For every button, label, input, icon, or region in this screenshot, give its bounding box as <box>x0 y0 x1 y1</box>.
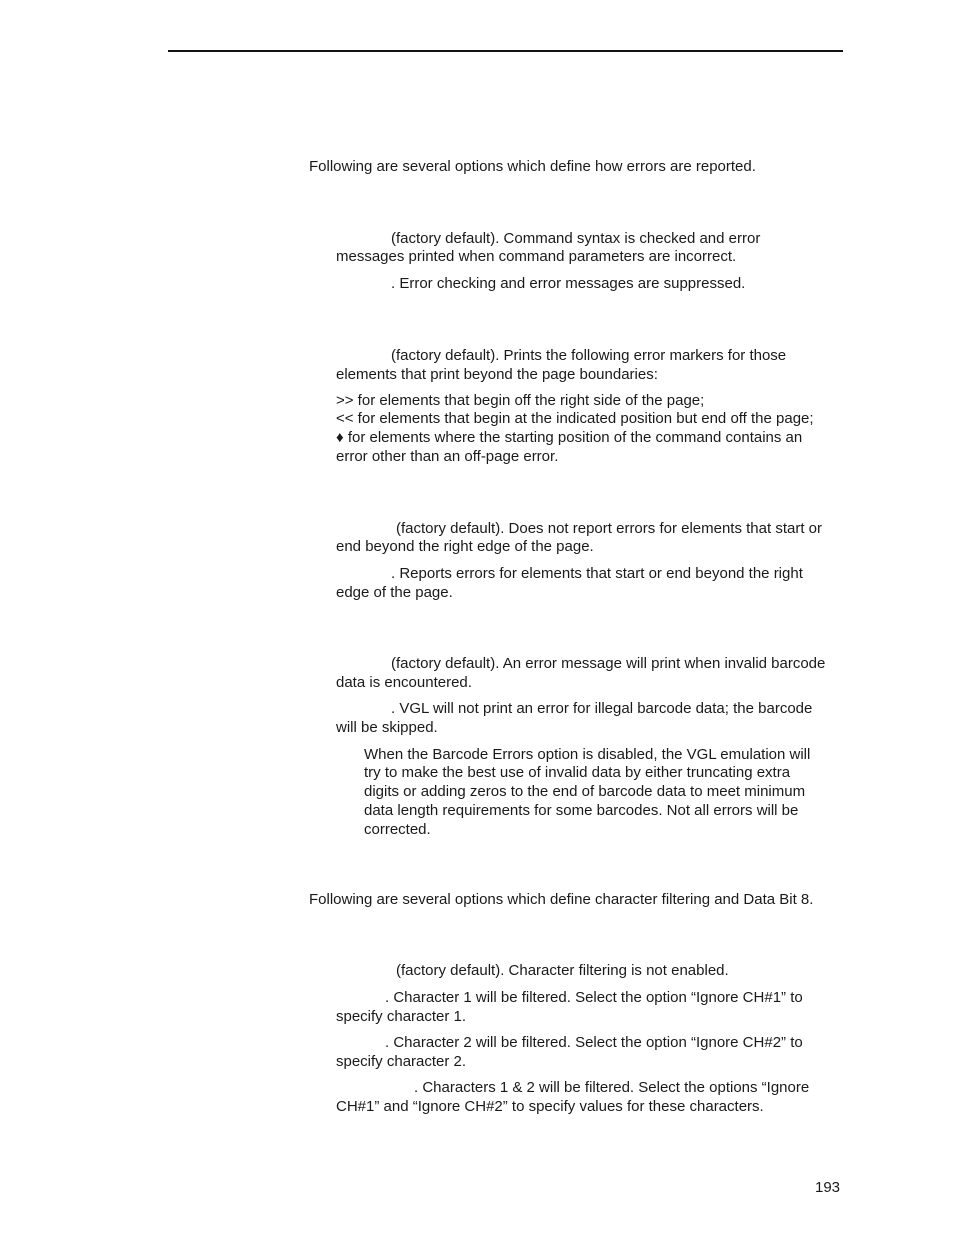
right-edge-disable-line2: end beyond the right edge of the page. <box>336 538 594 555</box>
character-filtering-intro: Following are several options which define character filtering and Data Bit 8. <box>309 891 814 908</box>
barcode-note-line3: digits or adding zeros to the end of barcode data to meet minimum <box>364 783 806 800</box>
command-errors-disable: . Error checking and error messages are suppressed. <box>391 275 746 292</box>
right-edge-enable-line2: edge of the page. <box>336 584 453 601</box>
filter-disable: (factory default). Character filtering is not enabled. <box>396 962 729 979</box>
filter-char1-line1: . Character 1 will be filtered. Select the option “Ignore CH#1” to <box>385 989 803 1006</box>
barcode-errors-disable-line2: will be skipped. <box>336 719 438 736</box>
filter-char2-line1: . Character 2 will be filtered. Select the option “Ignore CH#2” to <box>385 1034 803 1051</box>
filter-char1-line2: specify character 1. <box>336 1008 467 1025</box>
right-edge-enable-line1: . Reports errors for elements that start or end beyond the right <box>391 565 803 582</box>
page-number: 193 <box>815 1179 841 1196</box>
barcode-errors-disable-line1: . VGL will not print an error for illegal barcode data; the barcode <box>391 700 813 717</box>
barcode-note-line4: data length requirements for some barcodes. Not all errors will be <box>364 802 799 819</box>
right-edge-disable-line1: (factory default). Does not report errors for elements that start or <box>396 520 823 537</box>
barcode-note-line1: When the Barcode Errors option is disabled, the VGL emulation will <box>364 746 811 763</box>
error-marker-diamond-line1: ♦ for elements where the starting position of the command contains an <box>336 429 803 446</box>
barcode-errors-enable-line1: (factory default). An error message will print when invalid barcode <box>391 655 826 672</box>
error-marker-right: >> for elements that begin off the right side of the page; <box>336 392 705 409</box>
error-marker-diamond-line2: error other than an off-page error. <box>336 448 559 465</box>
error-marker-left: << for elements that begin at the indicated position but end off the page; <box>336 410 814 427</box>
error-markers-enable-line1: (factory default). Prints the following error markers for those <box>391 347 787 364</box>
error-reporting-intro: Following are several options which define how errors are reported. <box>309 158 756 175</box>
barcode-note-line5: corrected. <box>364 821 431 838</box>
error-markers-enable-line2: elements that print beyond the page boundaries: <box>336 366 658 383</box>
command-errors-enable-line2: messages printed when command parameters are incorrect. <box>336 248 737 265</box>
filter-both-line1: . Characters 1 & 2 will be filtered. Select the options “Ignore <box>414 1079 810 1096</box>
header-rule <box>168 50 843 52</box>
command-errors-enable-line1: (factory default). Command syntax is checked and error <box>391 230 761 247</box>
filter-both-line2: CH#1” and “Ignore CH#2” to specify values for these characters. <box>336 1098 764 1115</box>
barcode-note-line2: try to make the best use of invalid data by either truncating extra <box>364 764 791 781</box>
filter-char2-line2: specify character 2. <box>336 1053 467 1070</box>
barcode-errors-enable-line2: data is encountered. <box>336 674 472 691</box>
